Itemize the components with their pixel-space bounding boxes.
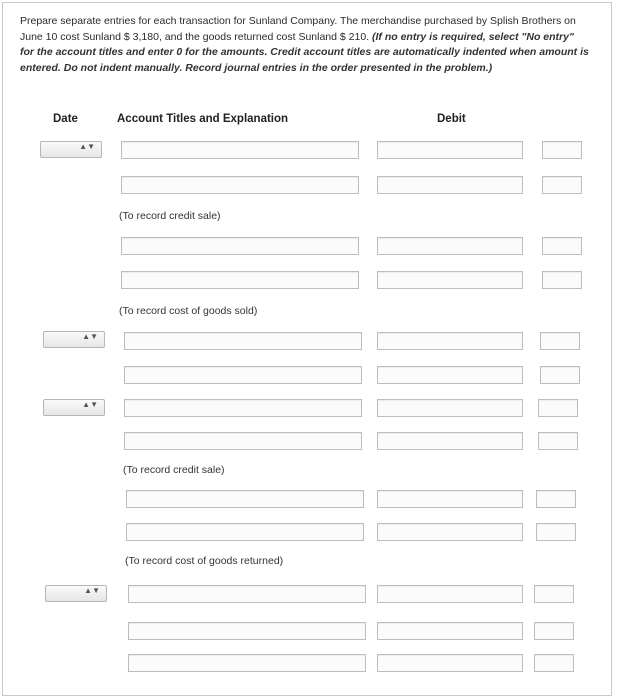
debit-input-3[interactable] (377, 237, 523, 255)
credit-input-11[interactable] (534, 585, 574, 603)
debit-input-2[interactable] (377, 176, 523, 194)
debit-input-1[interactable] (377, 141, 523, 159)
account-input-1[interactable] (121, 141, 359, 159)
select-arrows-icon: ▲▼ (82, 332, 98, 341)
date-select-1[interactable] (40, 141, 102, 158)
account-input-3[interactable] (121, 237, 359, 255)
debit-input-13[interactable] (377, 654, 523, 672)
debit-input-10[interactable] (377, 523, 523, 541)
credit-input-2[interactable] (542, 176, 582, 194)
account-input-7[interactable] (124, 399, 362, 417)
credit-input-4[interactable] (542, 271, 582, 289)
credit-input-6[interactable] (540, 366, 580, 384)
credit-input-10[interactable] (536, 523, 576, 541)
select-arrows-icon: ▲▼ (82, 400, 98, 409)
date-select-3[interactable] (43, 399, 105, 416)
account-input-4[interactable] (121, 271, 359, 289)
date-select-4[interactable] (45, 585, 107, 602)
explanation-cost-of-goods-sold: (To record cost of goods sold) (119, 305, 258, 317)
explanation-credit-sale-2: (To record credit sale) (123, 464, 225, 476)
explanation-credit-sale-1: (To record credit sale) (119, 210, 221, 222)
instructions (20, 14, 590, 76)
credit-input-8[interactable] (538, 432, 578, 450)
credit-input-1[interactable] (542, 141, 582, 159)
header-date: Date (53, 113, 78, 125)
explanation-cost-of-goods-returned: (To record cost of goods returned) (125, 555, 284, 567)
account-input-12[interactable] (128, 622, 366, 640)
credit-input-3[interactable] (542, 237, 582, 255)
debit-input-9[interactable] (377, 490, 523, 508)
debit-input-4[interactable] (377, 271, 523, 289)
debit-input-6[interactable] (377, 366, 523, 384)
account-input-13[interactable] (128, 654, 366, 672)
instructions-text: Prepare separate entries for each transaction for Sunland Company. The merchandise purchased by Splish Brothers on June 10 cost Sunland $ 3,180, and the goods returned cost Sunland $ 210. (20, 15, 576, 43)
account-input-9[interactable] (126, 490, 364, 508)
instructions-emphasis: (If no entry is required, select "No entry" for the account titles and enter 0 for the amounts. Credit account titles are automatically indented when amount is entered. Do not indent manually. Record journal entries in the order presented in the problem.) (20, 30, 589, 74)
account-input-11[interactable] (128, 585, 366, 603)
select-arrows-icon: ▲▼ (79, 142, 95, 151)
credit-input-13[interactable] (534, 654, 574, 672)
header-account-titles: Account Titles and Explanation (117, 113, 289, 125)
credit-input-7[interactable] (538, 399, 578, 417)
credit-input-12[interactable] (534, 622, 574, 640)
account-input-10[interactable] (126, 523, 364, 541)
credit-input-9[interactable] (536, 490, 576, 508)
select-arrows-icon: ▲▼ (84, 586, 100, 595)
debit-input-8[interactable] (377, 432, 523, 450)
debit-input-7[interactable] (377, 399, 523, 417)
account-input-6[interactable] (124, 366, 362, 384)
header-debit: Debit (437, 113, 466, 125)
date-select-2[interactable] (43, 331, 105, 348)
account-input-2[interactable] (121, 176, 359, 194)
account-input-8[interactable] (124, 432, 362, 450)
debit-input-12[interactable] (377, 622, 523, 640)
account-input-5[interactable] (124, 332, 362, 350)
credit-input-5[interactable] (540, 332, 580, 350)
debit-input-5[interactable] (377, 332, 523, 350)
debit-input-11[interactable] (377, 585, 523, 603)
